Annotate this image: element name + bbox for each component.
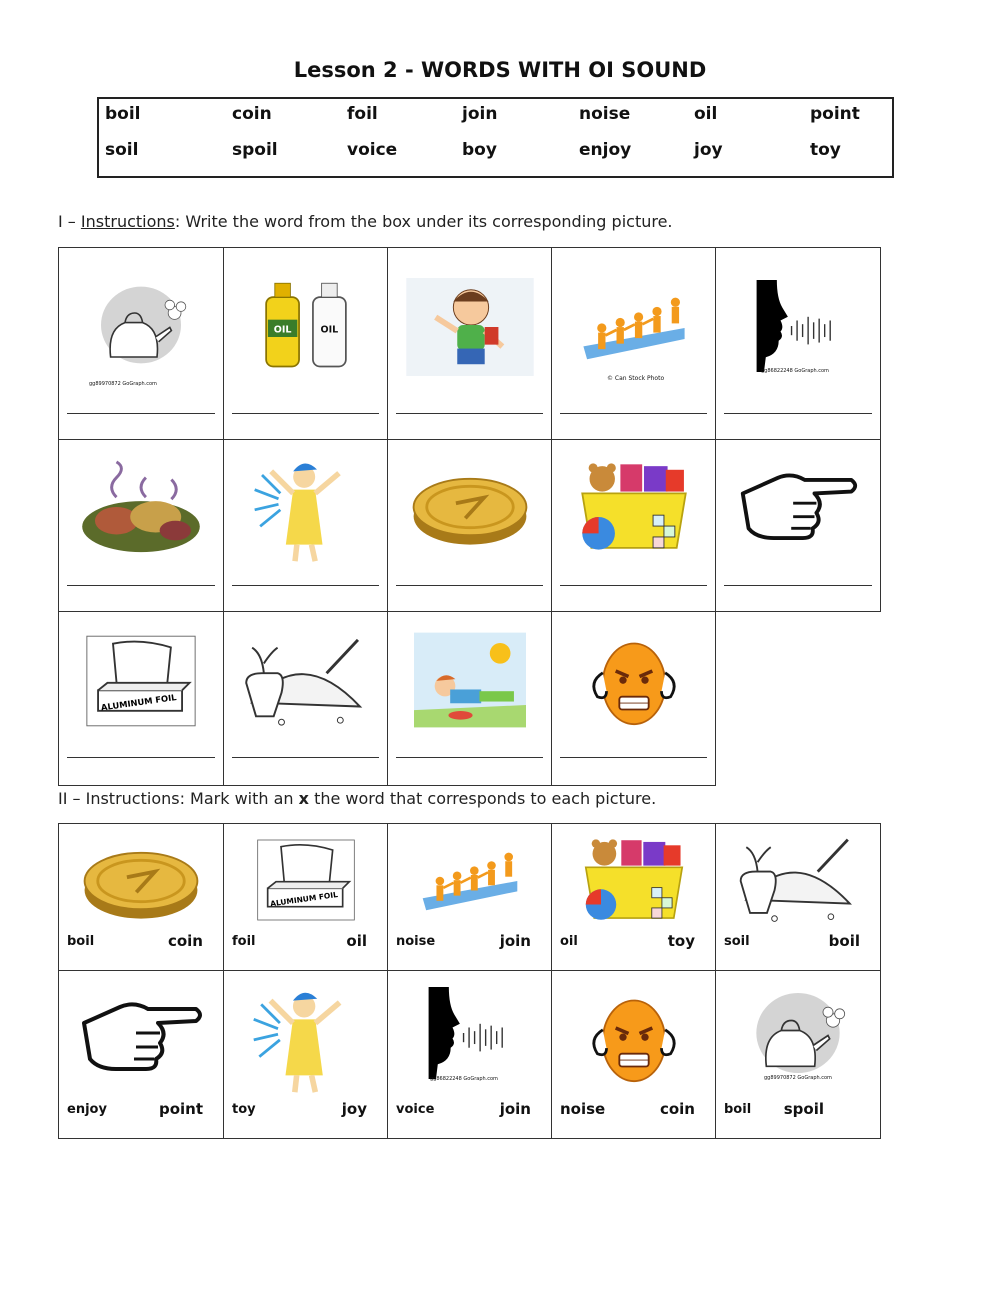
choice-option[interactable]: soil <box>724 934 750 949</box>
choice-option[interactable]: coin <box>167 932 203 950</box>
choice-cell <box>388 824 552 971</box>
picture-cell <box>59 248 224 440</box>
choice-cell <box>224 824 388 971</box>
word-box-word: soil <box>105 140 139 160</box>
answer-line[interactable] <box>724 413 872 414</box>
part1-instructions: I – Instructions: Write the word from the box under its corresponding picture. <box>58 212 673 231</box>
choice-option[interactable]: noise <box>396 934 436 949</box>
picture-cell <box>716 440 881 612</box>
image-credit: gg89970872 GoGraph.com <box>764 1075 832 1081</box>
answer-line[interactable] <box>560 757 707 758</box>
answer-line[interactable] <box>232 413 379 414</box>
word-box-word: coin <box>232 104 272 124</box>
boy-picture <box>405 278 535 376</box>
image-credit: gg86822248 GoGraph.com <box>430 1076 498 1082</box>
pointing-hand-picture <box>735 464 861 552</box>
picture-cell <box>224 612 388 786</box>
choice-option[interactable]: foil <box>232 934 256 949</box>
picture-cell <box>224 248 388 440</box>
joy-picture <box>250 981 362 1095</box>
spoiled-food-picture <box>76 458 206 556</box>
choice-option[interactable]: boil <box>67 934 95 949</box>
pointing-hand-picture <box>76 993 206 1083</box>
word-box-word: join <box>462 104 498 124</box>
aluminum-foil-picture <box>85 632 197 730</box>
choice-option[interactable]: coin <box>659 1100 695 1118</box>
choice-option[interactable]: join <box>499 1100 531 1118</box>
picture-cell <box>552 248 716 440</box>
choice-cell <box>552 824 716 971</box>
choice-option[interactable]: noise <box>560 1100 606 1118</box>
answer-line[interactable] <box>396 757 543 758</box>
choice-option[interactable]: boil <box>724 1102 752 1117</box>
choice-cell <box>716 971 881 1139</box>
answer-line[interactable] <box>396 413 543 414</box>
toy-box-picture <box>579 832 689 928</box>
page-title: Lesson 2 - WORDS WITH OI SOUND <box>293 58 707 82</box>
picture-cell <box>552 612 716 786</box>
enjoy-picture <box>414 630 526 730</box>
word-box-word: toy <box>810 140 841 160</box>
image-credit: © Can Stock Photo <box>607 375 665 382</box>
oil-bottles-picture <box>254 272 358 376</box>
picture-cell <box>388 248 552 440</box>
choice-cell <box>552 971 716 1139</box>
choice-cell <box>59 971 224 1139</box>
noise-picture <box>579 626 689 738</box>
word-box-word: boy <box>462 140 497 160</box>
choice-option[interactable]: enjoy <box>67 1102 107 1117</box>
choice-option[interactable]: toy <box>667 932 695 950</box>
choice-option[interactable]: joy <box>341 1100 367 1118</box>
choice-option[interactable]: oil <box>560 934 578 949</box>
answer-line[interactable] <box>67 413 215 414</box>
picture-cell <box>59 612 224 786</box>
choice-option[interactable]: spoil <box>783 1100 824 1118</box>
joy-picture <box>251 452 361 564</box>
choice-option[interactable]: voice <box>396 1102 435 1117</box>
choice-option[interactable]: oil <box>346 932 367 950</box>
answer-line[interactable] <box>232 585 379 586</box>
answer-line[interactable] <box>560 585 707 586</box>
soil-picture <box>242 634 370 732</box>
choice-option[interactable]: toy <box>232 1102 256 1117</box>
picture-cell <box>552 440 716 612</box>
word-box-word: enjoy <box>579 140 632 160</box>
word-box-word: point <box>810 104 860 124</box>
kettle-picture <box>748 987 848 1079</box>
coin-picture <box>407 460 533 554</box>
empty-cell <box>716 612 881 786</box>
word-box-word: foil <box>347 104 378 124</box>
answer-line[interactable] <box>396 585 543 586</box>
voice-picture <box>756 280 840 372</box>
image-credit: gg86822248 GoGraph.com <box>761 368 829 374</box>
choice-cell <box>388 971 552 1139</box>
answer-line[interactable] <box>67 757 215 758</box>
image-credit: gg89970872 GoGraph.com <box>89 381 157 387</box>
word-box-word: spoil <box>232 140 278 160</box>
word-box-word: voice <box>347 140 398 160</box>
word-box <box>97 97 894 178</box>
noise-picture <box>579 983 689 1095</box>
join-picture <box>574 282 694 374</box>
choice-option[interactable]: point <box>158 1100 203 1118</box>
part2-choice-grid <box>58 823 881 1139</box>
kettle-picture <box>93 280 189 370</box>
coin-picture <box>78 834 204 928</box>
picture-cell <box>716 248 881 440</box>
picture-cell <box>224 440 388 612</box>
answer-line[interactable] <box>560 413 707 414</box>
toy-box-picture <box>575 456 693 558</box>
answer-line[interactable] <box>67 585 215 586</box>
choice-option[interactable]: boil <box>828 932 860 950</box>
choice-cell <box>716 824 881 971</box>
word-box-word: boil <box>105 104 141 124</box>
join-picture <box>414 838 526 924</box>
aluminum-foil-picture <box>256 836 356 924</box>
choice-cell <box>224 971 388 1139</box>
choice-option[interactable]: join <box>499 932 531 950</box>
part1-picture-grid <box>58 247 881 786</box>
answer-line[interactable] <box>724 585 872 586</box>
word-box-word: oil <box>694 104 718 124</box>
answer-line[interactable] <box>232 757 379 758</box>
picture-cell <box>388 612 552 786</box>
picture-cell <box>388 440 552 612</box>
word-box-word: noise <box>579 104 631 124</box>
word-box-word: joy <box>694 140 723 160</box>
voice-picture <box>427 987 513 1079</box>
part2-instructions: II – Instructions: Mark with an x the word that corresponds to each picture. <box>58 789 657 808</box>
soil-picture <box>735 834 861 928</box>
picture-cell <box>59 440 224 612</box>
choice-cell <box>59 824 224 971</box>
